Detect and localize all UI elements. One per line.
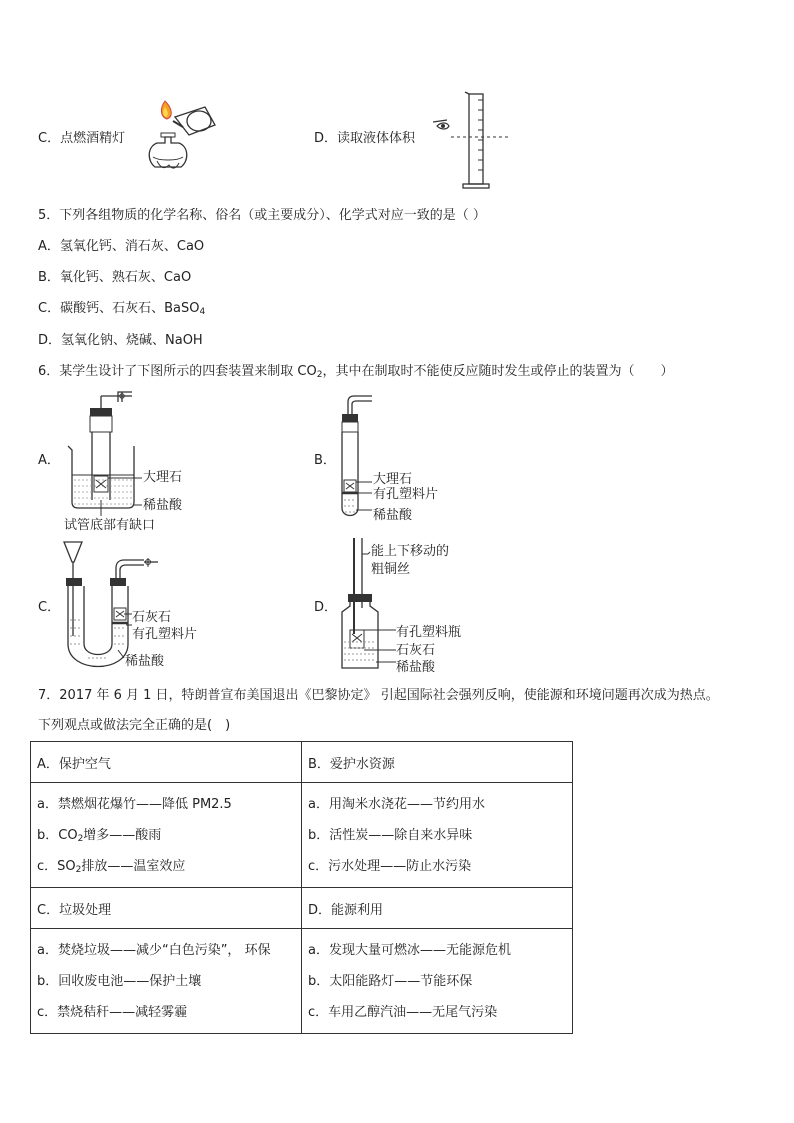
q7-options-table: [30, 741, 573, 1034]
option-c-items: [31, 929, 302, 1034]
apparatus-b-figure: [330, 396, 390, 522]
q4-option-c-label: C．点燃酒精灯: [38, 131, 126, 146]
option-b-header: B．爱护水资源: [302, 742, 573, 783]
option-b-item: a．用淘米水浇花——节约用水: [308, 797, 485, 812]
option-b-item: c．污水处理——防止水污染: [308, 859, 472, 874]
q5-option-b: B．氧化钙、熟石灰、CaO: [38, 270, 192, 285]
option-b-item: b．活性炭——除自来水异味: [308, 828, 473, 843]
option-a-item: b．$CO_2$增多——酸雨: [37, 828, 162, 844]
option-c-item: b．回收废电池——保护土壤: [37, 974, 202, 989]
apparatus-d-label-plastic-bottle: 有孔塑料瓶: [396, 625, 462, 640]
option-c-header: C．垃圾处理: [31, 888, 302, 929]
apparatus-c-label-acid: 稀盐酸: [125, 654, 165, 669]
q6-option-c-letter: C．: [38, 600, 61, 615]
q5-stem: 5．下列各组物质的化学名称、俗名（或主要成分）、化学式对应一致的是（ ）: [38, 208, 486, 223]
option-a-items: [31, 783, 302, 888]
option-a-item: c．$SO_2$排放——温室效应: [37, 859, 186, 875]
apparatus-b-label-marble: 大理石: [373, 472, 413, 487]
apparatus-c-figure: [58, 540, 168, 672]
alcohol-lamp-lighting-figure: [135, 95, 225, 187]
apparatus-d-label-acid: 稀盐酸: [396, 660, 436, 675]
option-a-header: A．保护空气: [31, 742, 302, 783]
q6-option-b-letter: B．: [314, 453, 336, 468]
q7-stem-line1: 7．2017 年 6 月 1 日，特朗普宣布美国退出《巴黎协定》 引起国际社会强列反响，使能源和环境问题再次成为热点。: [38, 688, 719, 703]
apparatus-a-label-acid: 稀盐酸: [143, 498, 183, 513]
option-c-item: a．焚烧垃圾——减少“白色污染”， 环保: [37, 943, 271, 958]
option-d-item: c．车用乙醇汽油——无尾气污染: [308, 1005, 498, 1020]
apparatus-a-label-marble: 大理石: [143, 470, 183, 485]
q6-stem: 6．某学生设计了下图所示的四套装置来制取 $CO_2$，其中在制取时不能使反应随时发生或停止的装置为（ ）: [38, 364, 674, 380]
q5-option-a: A．氢氧化钙、消石灰、CaO: [38, 239, 205, 254]
apparatus-d-label-copper-wire: 粗铜丝: [371, 562, 411, 577]
option-d-header: D．能源利用: [302, 888, 573, 929]
q7-stem-line2: 下列观点或做法完全正确的是( ): [38, 718, 231, 733]
option-c-item: c．禁烧秸秆——减轻雾霾: [37, 1005, 188, 1020]
q4-option-d-label: D．读取液体体积: [314, 131, 416, 146]
option-d-item: a．发现大量可燃冰——无能源危机: [308, 943, 511, 958]
q5-option-c: C．碳酸钙、石灰石、BaSO$_4$: [38, 301, 206, 317]
q6-option-d-letter: D．: [314, 600, 338, 615]
apparatus-c-label-plastic-sheet: 有孔塑料片: [132, 627, 198, 642]
option-b-items: [302, 783, 573, 888]
q5-option-d: D．氢氧化钠、烧碱、NaOH: [38, 333, 203, 348]
option-a-item: a．禁燃烟花爆竹——降低 PM2.5: [37, 797, 232, 812]
graduated-cylinder-reading-figure: [425, 90, 505, 190]
apparatus-d-label-movable: 能上下移动的: [371, 544, 450, 559]
option-d-item: b．太阳能路灯——节能环保: [308, 974, 473, 989]
apparatus-c-label-limestone: 石灰石: [132, 610, 172, 625]
apparatus-d-label-limestone: 石灰石: [396, 643, 436, 658]
option-d-items: [302, 929, 573, 1034]
apparatus-b-label-acid: 稀盐酸: [373, 508, 413, 523]
q6-option-a-letter: A．: [38, 453, 60, 468]
apparatus-b-label-plastic-sheet: 有孔塑料片: [373, 487, 439, 502]
apparatus-a-label-notch: 试管底部有缺口: [64, 518, 156, 533]
